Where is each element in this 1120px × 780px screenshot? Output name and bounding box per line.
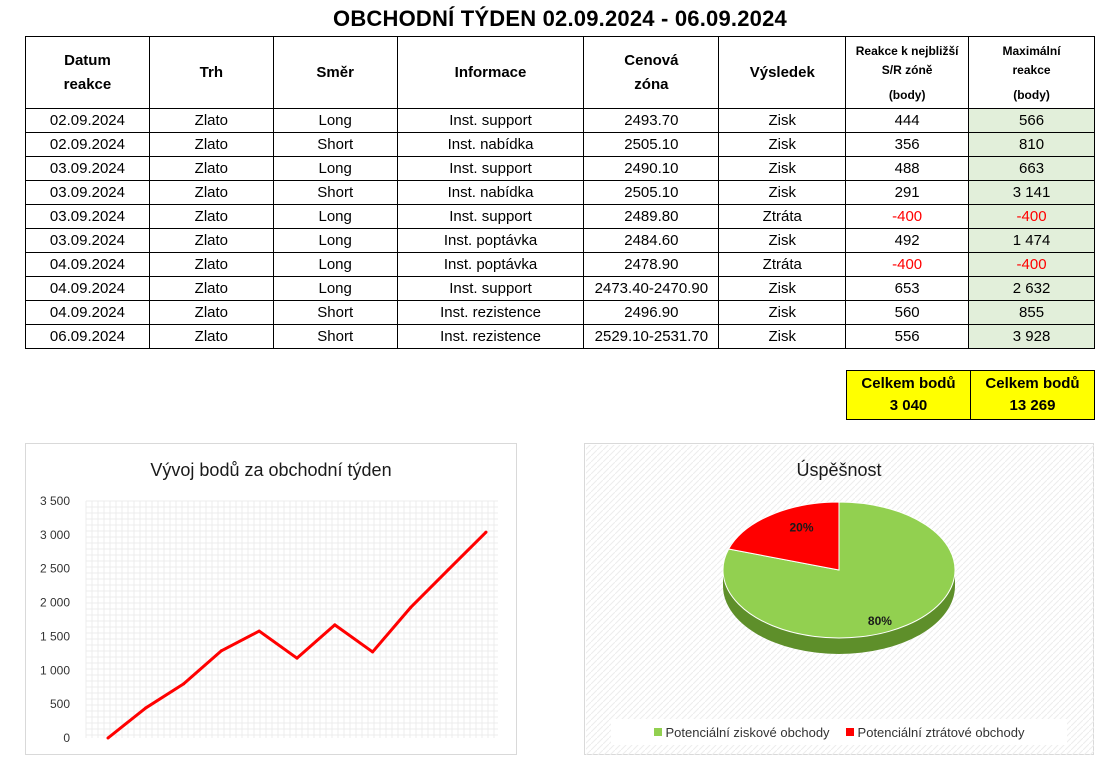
table-header-row bbox=[26, 37, 1095, 109]
cell-smer: Long bbox=[273, 277, 397, 301]
data-point bbox=[409, 606, 412, 609]
cell-reakce: 444 bbox=[846, 109, 969, 133]
header-vysledek: Výsledek bbox=[719, 37, 846, 109]
data-point bbox=[333, 623, 336, 626]
cell-informace: Inst. nabídka bbox=[397, 181, 584, 205]
cell-max: 566 bbox=[969, 109, 1095, 133]
cell-trh: Zlato bbox=[149, 277, 273, 301]
cell-informace: Inst. nabídka bbox=[397, 133, 584, 157]
cell-max: -400 bbox=[969, 205, 1095, 229]
y-tick-label: 3 000 bbox=[39, 527, 70, 542]
cell-reakce: 356 bbox=[846, 133, 969, 157]
total-reakce-value: 3 040 bbox=[889, 397, 928, 414]
total-reakce-label: Celkem bodů bbox=[861, 375, 956, 392]
y-tick-label: 0 bbox=[63, 731, 70, 745]
legend-label-loss: Potenciální ztrátové obchody bbox=[857, 724, 1025, 740]
pie-value-label: 80% bbox=[867, 614, 892, 629]
total-max-label: Celkem bodů bbox=[985, 375, 1080, 392]
cell-trh: Zlato bbox=[149, 301, 273, 325]
cell-reakce: -400 bbox=[846, 205, 969, 229]
legend-swatch-loss bbox=[846, 728, 854, 736]
cell-trh: Zlato bbox=[149, 133, 273, 157]
cell-smer: Long bbox=[273, 109, 397, 133]
header-datum: Datum reakce bbox=[26, 37, 150, 109]
table-row bbox=[26, 109, 1095, 133]
cell-trh: Zlato bbox=[149, 181, 273, 205]
cell-reakce: 560 bbox=[846, 301, 969, 325]
table-body bbox=[26, 109, 1095, 349]
cell-informace: Inst. support bbox=[397, 157, 584, 181]
header-informace: Informace bbox=[397, 37, 584, 109]
cell-reakce: 653 bbox=[846, 277, 969, 301]
table-row bbox=[26, 325, 1095, 349]
cell-trh: Zlato bbox=[149, 325, 273, 349]
cell-smer: Long bbox=[273, 229, 397, 253]
table-row bbox=[26, 157, 1095, 181]
cell-vysledek: Ztráta bbox=[719, 205, 846, 229]
pie-value-label: 20% bbox=[789, 520, 814, 535]
totals-table bbox=[846, 370, 1095, 420]
legend-swatch-profit bbox=[654, 728, 662, 736]
cell-cena: 2493.70 bbox=[584, 109, 719, 133]
cell-max: -400 bbox=[969, 253, 1095, 277]
total-max-cell bbox=[971, 371, 1095, 420]
cell-cena: 2496.90 bbox=[584, 301, 719, 325]
cell-vysledek: Ztráta bbox=[719, 253, 846, 277]
data-point bbox=[220, 649, 223, 652]
cell-datum: 03.09.2024 bbox=[26, 157, 150, 181]
pie-chart-canvas bbox=[585, 444, 1095, 756]
cell-max: 3 141 bbox=[969, 181, 1095, 205]
header-cena: Cenová zóna bbox=[584, 37, 719, 109]
header-max: Maximální reakce (body) bbox=[969, 37, 1095, 109]
cell-smer: Short bbox=[273, 181, 397, 205]
data-point bbox=[182, 682, 185, 685]
y-tick-label: 3 500 bbox=[39, 494, 70, 508]
cell-informace: Inst. poptávka bbox=[397, 253, 584, 277]
cell-vysledek: Zisk bbox=[719, 325, 846, 349]
cell-reakce: 488 bbox=[846, 157, 969, 181]
cell-vysledek: Zisk bbox=[719, 109, 846, 133]
legend-item-profit bbox=[654, 725, 830, 740]
y-tick-label: 1 500 bbox=[39, 629, 70, 644]
cell-cena: 2473.40-2470.90 bbox=[584, 277, 719, 301]
cell-max: 810 bbox=[969, 133, 1095, 157]
cell-informace: Inst. support bbox=[397, 109, 584, 133]
cell-informace: Inst. poptávka bbox=[397, 229, 584, 253]
cell-vysledek: Zisk bbox=[719, 277, 846, 301]
cell-vysledek: Zisk bbox=[719, 157, 846, 181]
cell-trh: Zlato bbox=[149, 109, 273, 133]
cell-vysledek: Zisk bbox=[719, 133, 846, 157]
cell-datum: 02.09.2024 bbox=[26, 133, 150, 157]
cell-smer: Short bbox=[273, 301, 397, 325]
data-point bbox=[296, 657, 299, 660]
legend-label-profit: Potenciální ziskové obchody bbox=[665, 724, 830, 740]
cell-trh: Zlato bbox=[149, 229, 273, 253]
cell-smer: Long bbox=[273, 253, 397, 277]
cell-smer: Short bbox=[273, 133, 397, 157]
table-row bbox=[26, 301, 1095, 325]
data-point bbox=[371, 650, 374, 653]
cell-informace: Inst. rezistence bbox=[397, 325, 584, 349]
cell-max: 855 bbox=[969, 301, 1095, 325]
data-point bbox=[258, 630, 261, 633]
cell-datum: 04.09.2024 bbox=[26, 301, 150, 325]
cell-datum: 06.09.2024 bbox=[26, 325, 150, 349]
cell-reakce: 492 bbox=[846, 229, 969, 253]
table-row bbox=[26, 205, 1095, 229]
cell-cena: 2478.90 bbox=[584, 253, 719, 277]
cell-cena: 2505.10 bbox=[584, 133, 719, 157]
data-point bbox=[144, 706, 147, 709]
cell-max: 2 632 bbox=[969, 277, 1095, 301]
table-row bbox=[26, 181, 1095, 205]
table-row bbox=[26, 229, 1095, 253]
cell-reakce: 556 bbox=[846, 325, 969, 349]
cell-datum: 03.09.2024 bbox=[26, 205, 150, 229]
pie-chart bbox=[584, 443, 1094, 755]
trades-table bbox=[25, 36, 1095, 349]
cell-cena: 2505.10 bbox=[584, 181, 719, 205]
cell-smer: Long bbox=[273, 205, 397, 229]
cell-smer: Short bbox=[273, 325, 397, 349]
cell-vysledek: Zisk bbox=[719, 229, 846, 253]
total-reakce-cell bbox=[847, 371, 971, 420]
data-point bbox=[447, 568, 450, 571]
series-line bbox=[108, 532, 486, 738]
cell-cena: 2484.60 bbox=[584, 229, 719, 253]
cell-max: 1 474 bbox=[969, 229, 1095, 253]
cell-trh: Zlato bbox=[149, 205, 273, 229]
line-chart bbox=[25, 443, 517, 755]
line-chart-title: Vývoj bodů za obchodní týden bbox=[150, 460, 392, 480]
cell-informace: Inst. support bbox=[397, 277, 584, 301]
cell-vysledek: Zisk bbox=[719, 181, 846, 205]
cell-informace: Inst. rezistence bbox=[397, 301, 584, 325]
cell-informace: Inst. support bbox=[397, 205, 584, 229]
cell-datum: 04.09.2024 bbox=[26, 277, 150, 301]
cell-trh: Zlato bbox=[149, 157, 273, 181]
cell-datum: 03.09.2024 bbox=[26, 181, 150, 205]
cell-vysledek: Zisk bbox=[719, 301, 846, 325]
page-title: OBCHODNÍ TÝDEN 02.09.2024 - 06.09.2024 bbox=[333, 6, 787, 31]
y-tick-label: 2 000 bbox=[39, 595, 70, 610]
legend-item-loss bbox=[846, 725, 1025, 740]
data-point bbox=[107, 737, 110, 740]
y-tick-label: 1 000 bbox=[39, 663, 70, 678]
cell-trh: Zlato bbox=[149, 253, 273, 277]
grid bbox=[86, 501, 498, 738]
data-point bbox=[485, 531, 488, 534]
cell-cena: 2490.10 bbox=[584, 157, 719, 181]
cell-cena: 2489.80 bbox=[584, 205, 719, 229]
line-chart-canvas bbox=[26, 444, 518, 756]
cell-smer: Long bbox=[273, 157, 397, 181]
cell-max: 663 bbox=[969, 157, 1095, 181]
cell-datum: 02.09.2024 bbox=[26, 109, 150, 133]
table-row bbox=[26, 277, 1095, 301]
cell-reakce: -400 bbox=[846, 253, 969, 277]
cell-cena: 2529.10-2531.70 bbox=[584, 325, 719, 349]
header-reakce: Reakce k nejbližší S/R zóně (body) bbox=[846, 37, 969, 109]
header-smer: Směr bbox=[273, 37, 397, 109]
pie-legend bbox=[611, 719, 1067, 745]
header-trh: Trh bbox=[149, 37, 273, 109]
table-row bbox=[26, 253, 1095, 277]
cell-max: 3 928 bbox=[969, 325, 1095, 349]
total-max-value: 13 269 bbox=[1009, 397, 1056, 414]
cell-reakce: 291 bbox=[846, 181, 969, 205]
pie-chart-title: Úspěšnost bbox=[796, 460, 882, 480]
table-row bbox=[26, 133, 1095, 157]
y-tick-label: 500 bbox=[49, 697, 70, 712]
y-tick-label: 2 500 bbox=[39, 561, 70, 576]
cell-datum: 03.09.2024 bbox=[26, 229, 150, 253]
cell-datum: 04.09.2024 bbox=[26, 253, 150, 277]
